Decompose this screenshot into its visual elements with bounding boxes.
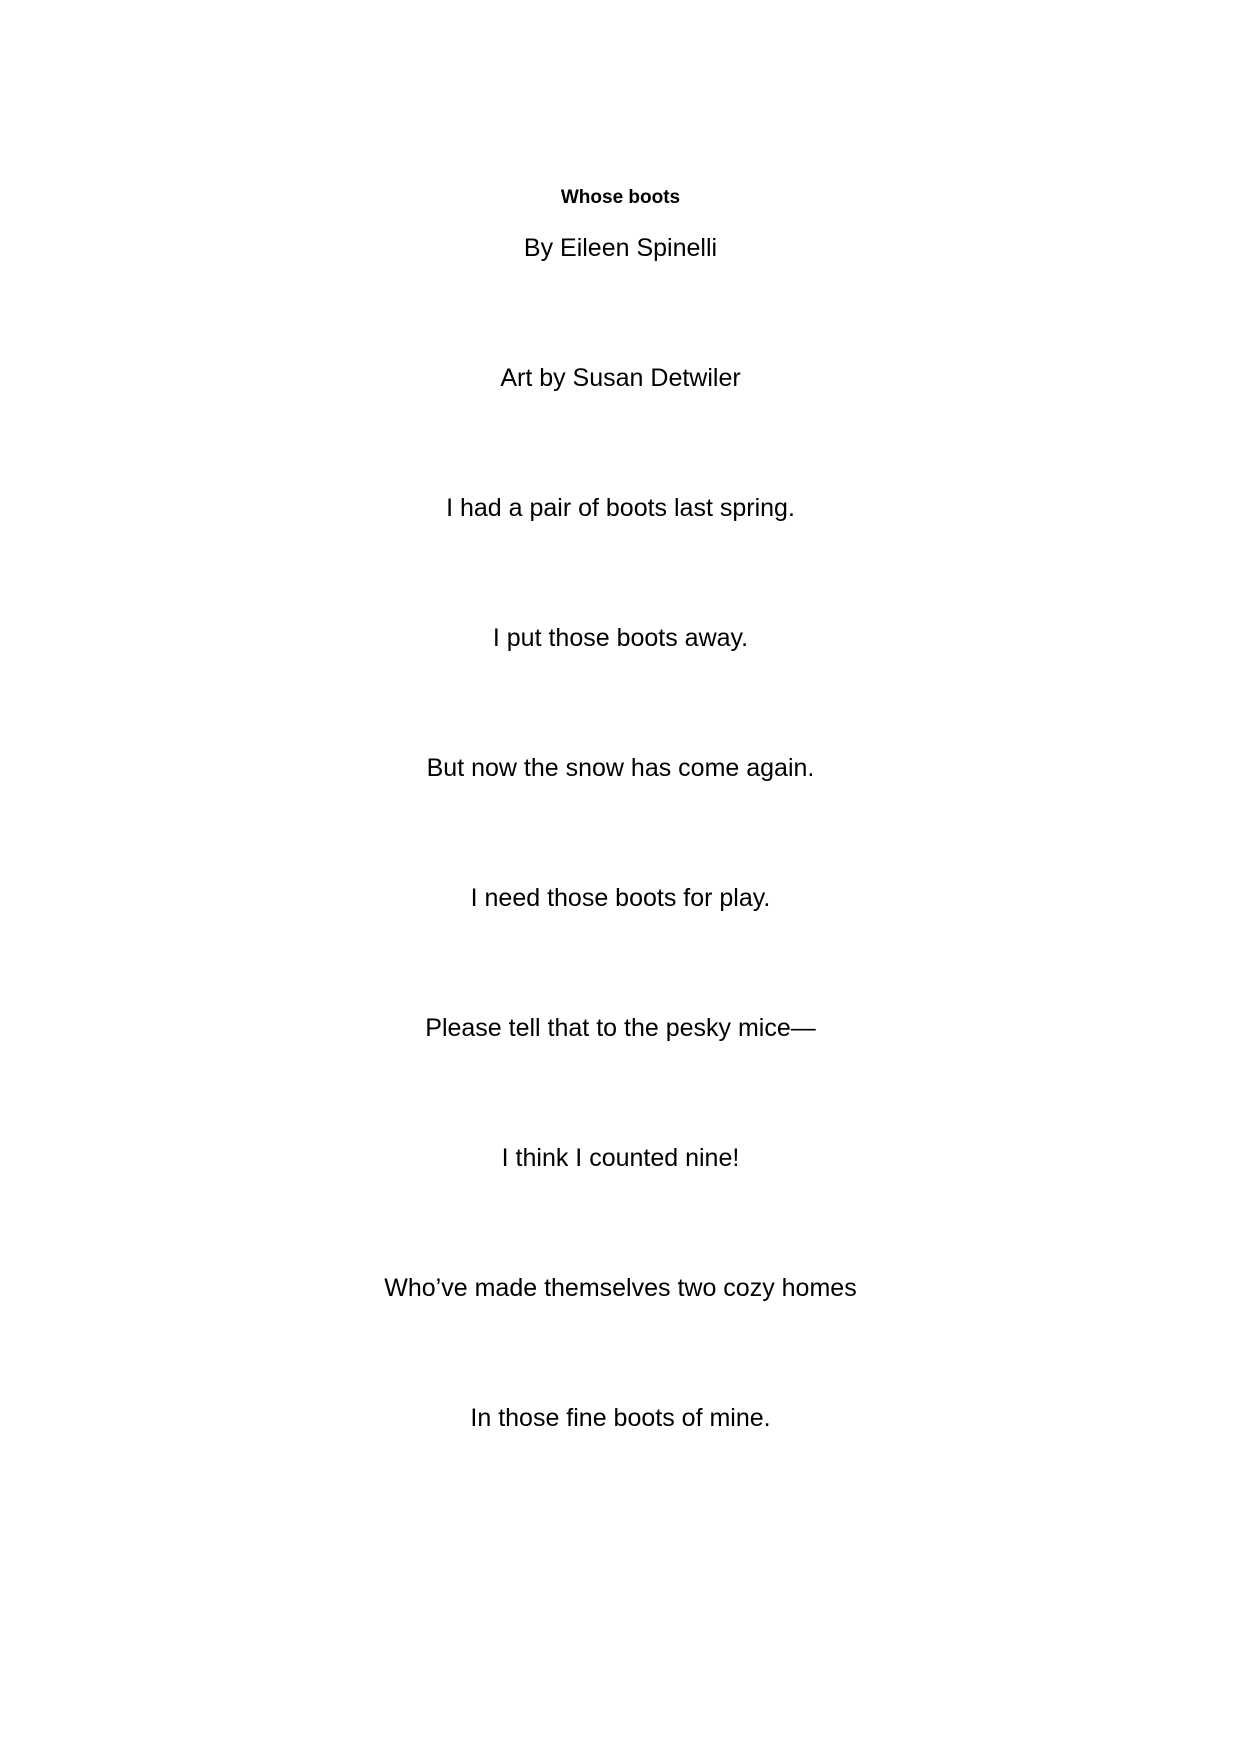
poem-line: I need those boots for play. <box>470 884 771 912</box>
poem-line: But now the snow has come again. <box>426 754 815 782</box>
poem-line: I had a pair of boots last spring. <box>446 494 795 522</box>
poem-line: Please tell that to the pesky mice— <box>425 1014 816 1042</box>
poem-line: In those fine boots of mine. <box>470 1404 771 1432</box>
author-line: By Eileen Spinelli <box>523 234 718 262</box>
document-title: Whose boots <box>560 187 681 208</box>
poem-line: Who’ve made themselves two cozy homes <box>384 1274 857 1302</box>
poem-line: I think I counted nine! <box>501 1144 740 1172</box>
poem-line: I put those boots away. <box>492 624 749 652</box>
illustrator-line: Art by Susan Detwiler <box>500 364 741 392</box>
